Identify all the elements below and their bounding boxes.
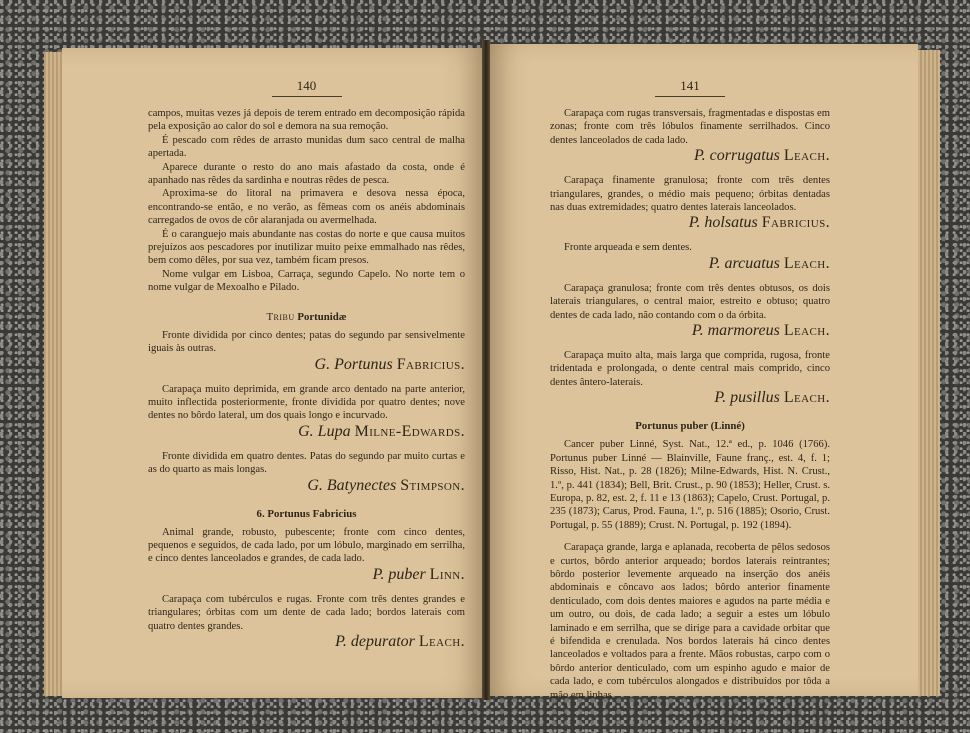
key-entry — [148, 450, 465, 495]
species-description: Carapaça grande, larga e aplanada, recoberta de pêlos sedosos e curtos, bôrdo anterior arqueado; bordos laterais reintrantes; bôrdo posterior levemente arqueado na inserção dos anéis abdominais e côncavo aos lados; bôrdo anterior finamente denticulado, com dois dentes maiores e agudos na parte média e um outro, ou dois, de cada lado; a seguir a estes um lóbulo laminado e em serrilha, que se dirige para a cavidade orbitar que é bifendida e crenulada. Nos bordos laterais há cinco dentes lanceolados e voltados para a frente. Mãos robustas, carpo com o bôrdo anterior denticulado, com um espinho agudo e maior de cada lado, e com tubérculos alongados e distribuídos por tôda a mão em linhas — [550, 542, 830, 701]
key-entry — [550, 174, 830, 232]
key-text: Animal grande, robusto, pubescente; fronte com cinco dentes, pequenos e seguidos, de cada lado, por um lóbulo, marginado em serrilha, e cinco dentes lanceolados e grandes, de cada lado. — [148, 526, 465, 565]
key-taxon: P. puber Linn. — [372, 565, 465, 583]
key-taxon: G. Portunus Fabricius. — [314, 355, 465, 373]
section-heading-genus: 6. Portunus Fabricius — [256, 507, 357, 520]
page-number-right: 141 — [680, 78, 700, 93]
key-entry — [148, 526, 465, 584]
left-page — [62, 48, 485, 698]
key-entry — [550, 241, 830, 272]
key-taxon: P. corrugatus Leach. — [693, 147, 830, 165]
page-edges-right — [918, 50, 940, 696]
key-taxon: P. marmoreus Leach. — [691, 322, 830, 340]
page-number-rule — [655, 96, 725, 97]
paragraph: Aparece durante o resto do ano mais afastado da costa, onde é apanhado nas rêdes da sardinha e noutras rêdes de pesca. — [148, 161, 465, 187]
paragraph: É pescado com rêdes de arrasto munidas dum saco central de malha apertada. — [148, 134, 465, 160]
paragraph: campos, muitas vezes já depois de terem entrado em decomposição rápida pela exposição ao calor do sol e demora na sua remoção. — [148, 108, 465, 133]
key-text: Fronte dividida por cinco dentes; patas do segundo par sensivelmente iguais às outras. — [148, 329, 465, 355]
page-number-left: 140 — [296, 78, 317, 93]
key-taxon: P. holsatus Fabricius. — [688, 214, 830, 232]
key-text: Carapaça muito alta, mais larga que comprida, rugosa, fronte tridentada e prolongada, o dente central mais comprido, cinco dentes ântero-laterais. — [550, 350, 830, 388]
section-heading-species: Portunus puber (Linné) — [635, 420, 745, 433]
paragraph: Aproxima-se do litoral na primavera e desova nessa época, encontrando-se então, e no verão, as fêmeas com os anéis abdominais carregados de ovos de côr alaranjada ou avermelhada. — [148, 188, 465, 227]
key-text: Fronte dividida em quatro dentes. Patas do segundo par muito curtas e as do quarto as mais longas. — [148, 450, 465, 476]
section-heading-tribe — [148, 311, 465, 323]
book-gutter — [482, 40, 490, 700]
key-text: Carapaça granulosa; fronte com três dentes obtusos, os dois laterais triangulares, o central maior, estreito e obtuso; quatro dentes de cada lado, não contando com o da órbita. — [550, 282, 830, 321]
key-taxon: G. Batynectes Stimpson. — [307, 476, 465, 494]
key-taxon: P. pusillus Leach. — [714, 389, 830, 407]
key-entry — [148, 329, 465, 374]
key-text: Carapaça muito deprimida, em grande arco dentado na parte anterior, muito inflectida posteriormente, fronte dividida por quatro dentes; nove dentes no bôrdo lateral, um dos quais longo e incurvado. — [148, 383, 465, 422]
page-number-rule — [272, 96, 342, 97]
key-entry — [148, 593, 465, 651]
heading-prefix: Tribu — [266, 310, 295, 323]
key-taxon: G. Lupa Milne-Edwards. — [298, 422, 465, 440]
key-entry — [550, 107, 830, 165]
key-entry — [148, 383, 465, 441]
heading-name: Portunidæ — [297, 310, 347, 323]
right-page — [488, 44, 918, 701]
paragraph: Nome vulgar em Lisboa, Carraça, segundo Capelo. No norte tem o nome vulgar de Mexoalho e Pilado. — [148, 268, 465, 294]
synonymy-references: Cancer puber Linné, Syst. Nat., 12.ª ed., p. 1046 (1766). Portunus puber Linné — Blainville, Faune franç., est. 4, f. 1; Risso, Hist. Nat., p. 28 (1826); Milne-Edwards, Hist. N. Crust., 1.º, p. 441 (1834); Bell, Brit. Crust., p. 90 (1853); Heller, Crust. s. Europa, p. 82, est. 2, f. 11 e 13 (1863); Capelo, Crust. Portugal, p. 235 (1873); Carus, Prod. Fauna, 1.º, p. 516 (1885); Osorio, Crust. Portugal, p. 55 (1889); Crust. N. Portugal, p. 192 (1894). — [550, 439, 830, 531]
key-entry — [550, 349, 830, 407]
key-text: Carapaça finamente granulosa; fronte com três dentes triangulares, grandes, o médio mais pequeno; órbitas dentadas nas duas extremidades; quatro dentes laterais lanceolados. — [550, 175, 830, 214]
key-text: Fronte arqueada e sem dentes. — [564, 242, 692, 254]
key-text: Carapaça com tubérculos e rugas. Fronte com três dentes grandes e triangulares; órbitas com um dente de cada lado; bordos laterais com quatro dentes grandes. — [148, 593, 465, 632]
key-entry — [550, 282, 830, 340]
paragraph: É o caranguejo mais abundante nas costas do norte e que causa muitos prejuízos aos pescadores por inutilizar muito peixe emmalhado nas rêdes, bem como dêles, por sua vez, também ficam presos. — [148, 228, 465, 267]
key-text: Carapaça com rugas transversais, fragmentadas e dispostas em zonas; fronte com três lóbulos finamente serrilhados. Cinco dentes lanceolados de cada lado. — [550, 108, 830, 146]
key-taxon: P. arcuatus Leach. — [708, 254, 830, 272]
page-edges-left — [44, 52, 62, 696]
key-taxon: P. depurator Leach. — [335, 632, 465, 650]
